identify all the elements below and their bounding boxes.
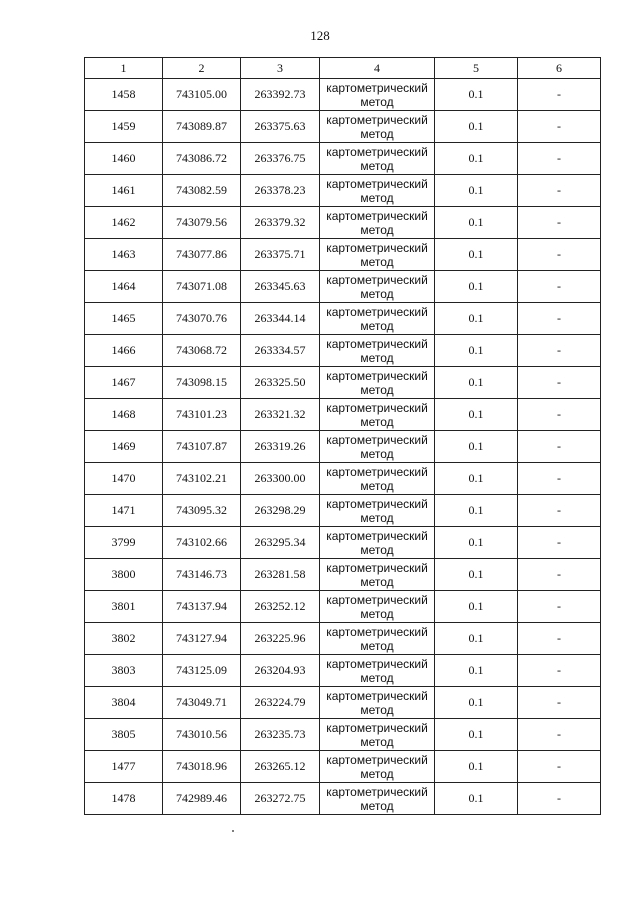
cell-method <box>320 175 435 207</box>
method-line-2: метод <box>360 670 394 685</box>
cell-precision: 0.1 <box>435 111 518 143</box>
cell-notes: - <box>518 495 601 527</box>
cell-precision: 0.1 <box>435 239 518 271</box>
page-number: 128 <box>310 28 330 43</box>
cell-x-coordinate: 743077.86 <box>163 239 241 271</box>
cell-precision: 0.1 <box>435 495 518 527</box>
method-line-2: метод <box>360 414 394 429</box>
table-row <box>85 623 601 655</box>
cell-y-coordinate: 263376.75 <box>241 143 320 175</box>
cell-notes: - <box>518 143 601 175</box>
cell-y-coordinate: 263392.73 <box>241 79 320 111</box>
cell-x-coordinate: 743125.09 <box>163 655 241 687</box>
method-line-2: метод <box>360 190 394 205</box>
cell-precision: 0.1 <box>435 591 518 623</box>
cell-x-coordinate: 743018.96 <box>163 751 241 783</box>
cell-y-coordinate: 263378.23 <box>241 175 320 207</box>
method-line-2: метод <box>360 126 394 141</box>
cell-y-coordinate: 263345.63 <box>241 271 320 303</box>
cell-method <box>320 527 435 559</box>
cell-x-coordinate: 743146.73 <box>163 559 241 591</box>
cell-method <box>320 431 435 463</box>
table-row <box>85 335 601 367</box>
method-line-1: картометрический <box>326 400 428 415</box>
method-line-1: картометрический <box>326 240 428 255</box>
cell-method <box>320 399 435 431</box>
cell-y-coordinate: 263375.63 <box>241 111 320 143</box>
cell-point-number: 1477 <box>85 751 163 783</box>
cell-notes: - <box>518 335 601 367</box>
cell-x-coordinate: 743010.56 <box>163 719 241 751</box>
cell-precision: 0.1 <box>435 559 518 591</box>
cell-precision: 0.1 <box>435 175 518 207</box>
cell-precision: 0.1 <box>435 431 518 463</box>
cell-point-number: 1467 <box>85 367 163 399</box>
table-body <box>85 79 601 815</box>
table-row <box>85 719 601 751</box>
cell-method <box>320 655 435 687</box>
method-line-1: картометрический <box>326 112 428 127</box>
cell-precision: 0.1 <box>435 207 518 239</box>
method-line-1: картометрический <box>326 80 428 95</box>
cell-y-coordinate: 263235.73 <box>241 719 320 751</box>
cell-notes: - <box>518 623 601 655</box>
cell-notes: - <box>518 271 601 303</box>
cell-point-number: 3800 <box>85 559 163 591</box>
method-line-2: метод <box>360 574 394 589</box>
cell-precision: 0.1 <box>435 303 518 335</box>
cell-point-number: 3799 <box>85 527 163 559</box>
cell-y-coordinate: 263300.00 <box>241 463 320 495</box>
table-row <box>85 175 601 207</box>
table-row <box>85 271 601 303</box>
column-header-method: 4 <box>320 58 435 79</box>
method-line-2: метод <box>360 510 394 525</box>
cell-notes: - <box>518 175 601 207</box>
method-line-2: метод <box>360 222 394 237</box>
method-line-2: метод <box>360 94 394 109</box>
table-row <box>85 399 601 431</box>
method-line-1: картометрический <box>326 304 428 319</box>
method-line-2: метод <box>360 254 394 269</box>
cell-notes: - <box>518 239 601 271</box>
table-row <box>85 687 601 719</box>
cell-precision: 0.1 <box>435 143 518 175</box>
method-line-1: картометрический <box>326 176 428 191</box>
cell-point-number: 3805 <box>85 719 163 751</box>
cell-notes: - <box>518 655 601 687</box>
cell-method <box>320 271 435 303</box>
cell-notes: - <box>518 367 601 399</box>
cell-point-number: 1459 <box>85 111 163 143</box>
method-line-2: метод <box>360 734 394 749</box>
method-line-2: метод <box>360 350 394 365</box>
method-line-2: метод <box>360 702 394 717</box>
cell-y-coordinate: 263272.75 <box>241 783 320 815</box>
cell-y-coordinate: 263252.12 <box>241 591 320 623</box>
cell-x-coordinate: 743107.87 <box>163 431 241 463</box>
table-row <box>85 463 601 495</box>
table-row <box>85 303 601 335</box>
cell-point-number: 1478 <box>85 783 163 815</box>
method-line-2: метод <box>360 638 394 653</box>
cell-precision: 0.1 <box>435 367 518 399</box>
method-line-1: картометрический <box>326 336 428 351</box>
cell-notes: - <box>518 111 601 143</box>
method-line-1: картометрический <box>326 752 428 767</box>
method-line-1: картометрический <box>326 656 428 671</box>
cell-x-coordinate: 743086.72 <box>163 143 241 175</box>
method-line-2: метод <box>360 542 394 557</box>
cell-y-coordinate: 263379.32 <box>241 207 320 239</box>
table-header-row <box>85 58 601 79</box>
method-line-1: картометрический <box>326 592 428 607</box>
cell-method <box>320 719 435 751</box>
cell-notes: - <box>518 687 601 719</box>
cell-x-coordinate: 743089.87 <box>163 111 241 143</box>
table-row <box>85 79 601 111</box>
cell-notes: - <box>518 527 601 559</box>
cell-y-coordinate: 263334.57 <box>241 335 320 367</box>
method-line-1: картометрический <box>326 208 428 223</box>
method-line-1: картометрический <box>326 272 428 287</box>
cell-notes: - <box>518 303 601 335</box>
cell-notes: - <box>518 399 601 431</box>
cell-precision: 0.1 <box>435 655 518 687</box>
cell-precision: 0.1 <box>435 751 518 783</box>
cell-point-number: 3804 <box>85 687 163 719</box>
cell-x-coordinate: 743101.23 <box>163 399 241 431</box>
cell-point-number: 1468 <box>85 399 163 431</box>
cell-y-coordinate: 263319.26 <box>241 431 320 463</box>
cell-y-coordinate: 263224.79 <box>241 687 320 719</box>
cell-method <box>320 207 435 239</box>
coordinates-table <box>84 57 601 815</box>
method-line-2: метод <box>360 382 394 397</box>
table-row <box>85 239 601 271</box>
method-line-2: метод <box>360 318 394 333</box>
cell-precision: 0.1 <box>435 783 518 815</box>
cell-x-coordinate: 743082.59 <box>163 175 241 207</box>
cell-x-coordinate: 743102.21 <box>163 463 241 495</box>
cell-y-coordinate: 263281.58 <box>241 559 320 591</box>
cell-method <box>320 751 435 783</box>
method-line-1: картометрический <box>326 784 428 799</box>
cell-x-coordinate: 743105.00 <box>163 79 241 111</box>
table-row <box>85 367 601 399</box>
cell-method <box>320 143 435 175</box>
method-line-1: картометрический <box>326 368 428 383</box>
column-header-precision: 5 <box>435 58 518 79</box>
cell-y-coordinate: 263325.50 <box>241 367 320 399</box>
cell-notes: - <box>518 207 601 239</box>
cell-precision: 0.1 <box>435 335 518 367</box>
cell-point-number: 1469 <box>85 431 163 463</box>
method-line-2: метод <box>360 766 394 781</box>
method-line-1: картометрический <box>326 464 428 479</box>
method-line-2: метод <box>360 446 394 461</box>
cell-point-number: 1466 <box>85 335 163 367</box>
table-row <box>85 559 601 591</box>
cell-notes: - <box>518 559 601 591</box>
cell-precision: 0.1 <box>435 687 518 719</box>
cell-point-number: 1470 <box>85 463 163 495</box>
cell-method <box>320 783 435 815</box>
cell-method <box>320 559 435 591</box>
cell-y-coordinate: 263265.12 <box>241 751 320 783</box>
column-header-point-number: 1 <box>85 58 163 79</box>
cell-x-coordinate: 743068.72 <box>163 335 241 367</box>
cell-method <box>320 367 435 399</box>
table-row <box>85 111 601 143</box>
cell-notes: - <box>518 751 601 783</box>
cell-y-coordinate: 263375.71 <box>241 239 320 271</box>
cell-point-number: 1458 <box>85 79 163 111</box>
method-line-1: картометрический <box>326 624 428 639</box>
cell-point-number: 1463 <box>85 239 163 271</box>
method-line-1: картометрический <box>326 560 428 575</box>
cell-notes: - <box>518 463 601 495</box>
method-line-1: картометрический <box>326 496 428 511</box>
cell-y-coordinate: 263225.96 <box>241 623 320 655</box>
column-header-y: 3 <box>241 58 320 79</box>
cell-point-number: 1465 <box>85 303 163 335</box>
cell-point-number: 3803 <box>85 655 163 687</box>
cell-method <box>320 687 435 719</box>
cell-method <box>320 79 435 111</box>
cell-precision: 0.1 <box>435 719 518 751</box>
cell-x-coordinate: 743071.08 <box>163 271 241 303</box>
method-line-1: картометрический <box>326 144 428 159</box>
method-line-1: картометрический <box>326 688 428 703</box>
cell-point-number: 3801 <box>85 591 163 623</box>
cell-y-coordinate: 263321.32 <box>241 399 320 431</box>
table-row <box>85 527 601 559</box>
table-row <box>85 655 601 687</box>
table-row <box>85 591 601 623</box>
cell-method <box>320 463 435 495</box>
cell-y-coordinate: 263298.29 <box>241 495 320 527</box>
table-row <box>85 143 601 175</box>
method-line-2: метод <box>360 606 394 621</box>
table-row <box>85 751 601 783</box>
cell-point-number: 1471 <box>85 495 163 527</box>
cell-notes: - <box>518 79 601 111</box>
cell-point-number: 1464 <box>85 271 163 303</box>
cell-y-coordinate: 263295.34 <box>241 527 320 559</box>
method-line-2: метод <box>360 798 394 813</box>
cell-x-coordinate: 743049.71 <box>163 687 241 719</box>
cell-x-coordinate: 743070.76 <box>163 303 241 335</box>
cell-x-coordinate: 743102.66 <box>163 527 241 559</box>
cell-precision: 0.1 <box>435 79 518 111</box>
cell-point-number: 1462 <box>85 207 163 239</box>
cell-notes: - <box>518 431 601 463</box>
cell-method <box>320 239 435 271</box>
cell-x-coordinate: 743098.15 <box>163 367 241 399</box>
method-line-1: картометрический <box>326 432 428 447</box>
method-line-1: картометрический <box>326 528 428 543</box>
cell-x-coordinate: 743079.56 <box>163 207 241 239</box>
cell-method <box>320 111 435 143</box>
cell-point-number: 1461 <box>85 175 163 207</box>
cell-precision: 0.1 <box>435 527 518 559</box>
method-line-2: метод <box>360 158 394 173</box>
cell-x-coordinate: 743137.94 <box>163 591 241 623</box>
method-line-1: картометрический <box>326 720 428 735</box>
cell-y-coordinate: 263204.93 <box>241 655 320 687</box>
scan-speck <box>232 830 234 832</box>
cell-precision: 0.1 <box>435 399 518 431</box>
table-row <box>85 495 601 527</box>
cell-x-coordinate: 743127.94 <box>163 623 241 655</box>
cell-point-number: 1460 <box>85 143 163 175</box>
method-line-2: метод <box>360 478 394 493</box>
table-row <box>85 431 601 463</box>
cell-precision: 0.1 <box>435 463 518 495</box>
cell-method <box>320 495 435 527</box>
cell-notes: - <box>518 783 601 815</box>
cell-method <box>320 303 435 335</box>
cell-notes: - <box>518 591 601 623</box>
cell-y-coordinate: 263344.14 <box>241 303 320 335</box>
cell-method <box>320 335 435 367</box>
column-header-x: 2 <box>163 58 241 79</box>
cell-x-coordinate: 742989.46 <box>163 783 241 815</box>
method-line-2: метод <box>360 286 394 301</box>
table-row <box>85 783 601 815</box>
cell-method <box>320 591 435 623</box>
cell-precision: 0.1 <box>435 271 518 303</box>
cell-point-number: 3802 <box>85 623 163 655</box>
cell-precision: 0.1 <box>435 623 518 655</box>
column-header-notes: 6 <box>518 58 601 79</box>
cell-method <box>320 623 435 655</box>
cell-x-coordinate: 743095.32 <box>163 495 241 527</box>
table-row <box>85 207 601 239</box>
cell-notes: - <box>518 719 601 751</box>
